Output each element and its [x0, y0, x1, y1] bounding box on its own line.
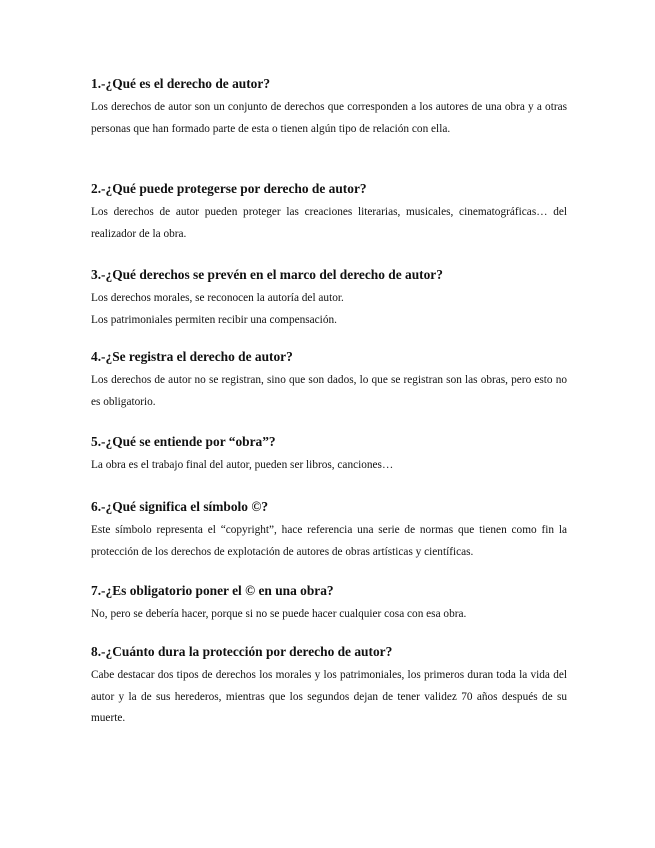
question-heading: 6.-¿Qué significa el símbolo ©?	[91, 499, 269, 514]
qa-section-4	[91, 348, 567, 413]
question-heading: 8.-¿Cuánto dura la protección por derecho de autor?	[91, 644, 393, 659]
answer-paragraph: La obra es el trabajo final del autor, pueden ser libros, canciones…	[91, 459, 394, 471]
qa-section-3	[91, 266, 567, 331]
answer-paragraph: Los derechos de autor son un conjunto de derechos que corresponden a los autores de una obra y a otras personas que han formado parte de esta o tienen algún tipo de relación con ella.	[91, 101, 567, 135]
qa-section-5	[91, 433, 567, 477]
answer-paragraph: Los patrimoniales permiten recibir una compensación.	[91, 313, 337, 326]
question-heading: 2.-¿Qué puede protegerse por derecho de autor?	[91, 181, 367, 196]
answer-paragraph: Cabe destacar dos tipos de derechos los morales y los patrimoniales, los primeros duran toda la vida del autor y la de sus herederos, mientras que los segundos dejan de tener validez 70 años después de su muerte.	[91, 669, 567, 724]
qa-section-2	[91, 180, 567, 245]
answer-paragraph: Los derechos de autor no se registran, sino que son dados, lo que se registran son las obras, pero esto no es obligatorio.	[91, 374, 567, 408]
question-heading: 1.-¿Qué es el derecho de autor?	[91, 76, 271, 91]
answer-paragraph: Los derechos morales, se reconocen la autoría del autor.	[91, 292, 344, 304]
answer-paragraph: Los derechos de autor pueden proteger las creaciones literarias, musicales, cinematográficas… del realizador de la obra.	[91, 206, 567, 240]
question-heading: 4.-¿Se registra el derecho de autor?	[91, 349, 293, 364]
qa-section-6	[91, 498, 567, 563]
question-heading: 7.-¿Es obligatorio poner el © en una obra?	[91, 583, 334, 598]
qa-section-1	[91, 75, 567, 140]
answer-paragraph: No, pero se debería hacer, porque si no se puede hacer cualquier cosa con esa obra.	[91, 608, 467, 620]
question-heading: 5.-¿Qué se entiende por “obra”?	[91, 434, 276, 449]
qa-section-8	[91, 643, 567, 730]
qa-section-7	[91, 582, 567, 626]
answer-paragraph: Este símbolo representa el “copyright”, hace referencia una serie de normas que tienen como fin la protección de los derechos de explotación de autores de obras artísticas y científicas.	[91, 524, 567, 558]
question-heading: 3.-¿Qué derechos se prevén en el marco del derecho de autor?	[91, 267, 443, 282]
